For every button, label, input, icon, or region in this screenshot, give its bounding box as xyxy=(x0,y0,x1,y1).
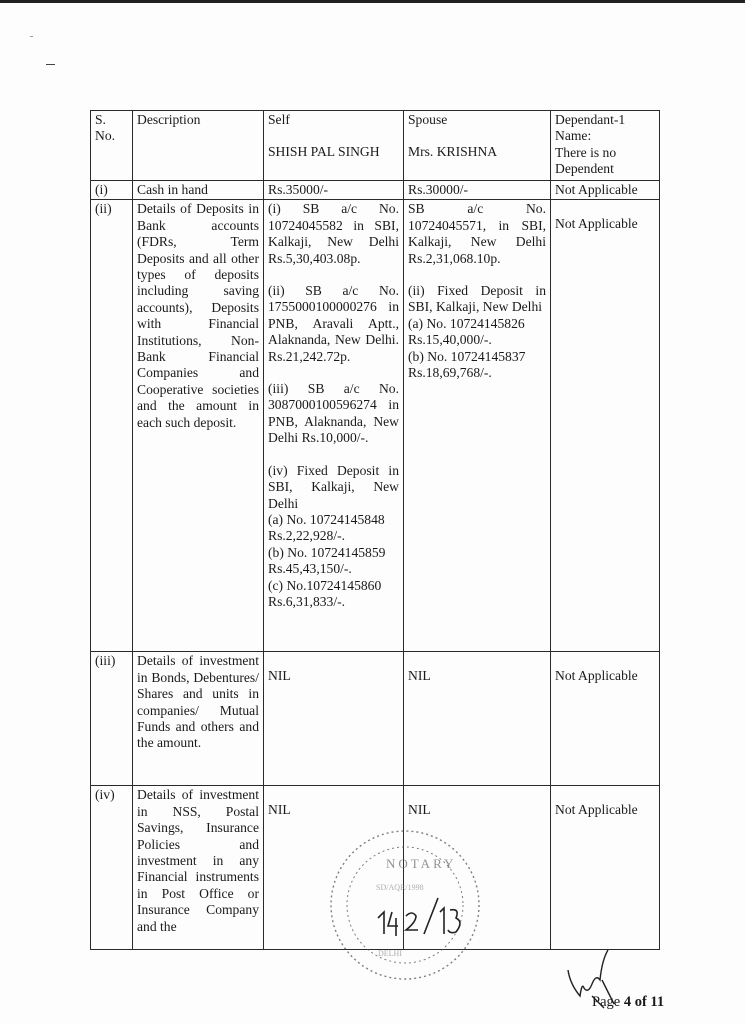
row-description: Details of investment in NSS, Postal Savings, Insurance Policies and investment in any Financial instruments in Post Office or Insurance Company and the xyxy=(133,786,264,950)
svg-text:NOTARY: NOTARY xyxy=(386,856,457,871)
row-spouse-text: NIL xyxy=(408,668,431,684)
row-spouse xyxy=(404,652,551,786)
header-self-name: SHISH PAL SINGH xyxy=(268,144,380,160)
page-of: of xyxy=(634,994,647,1010)
header-description: Description xyxy=(133,111,264,181)
row-description: Details of Deposits in Bank accounts (FDRs, Term Deposits and all other types of deposits including saving accounts), Deposits with Financial Institutions, Non-Bank Financial Companies and Cooperative societies and the amount in each such deposit. xyxy=(133,200,264,652)
row-self xyxy=(264,652,404,786)
scan-speck xyxy=(30,36,33,37)
spouse-deposit-sbi: SB a/c No. 10724045571, in SBI, Kalkaji, New Delhi Rs.2,31,068.10p. xyxy=(408,201,546,266)
row-dependant xyxy=(551,200,660,652)
page-number xyxy=(592,994,664,1011)
row-spouse-text: NIL xyxy=(408,802,431,818)
table-row xyxy=(91,200,660,652)
row-sno: (ii) xyxy=(91,200,133,652)
table-header-row xyxy=(91,111,660,181)
row-spouse: Rs.30000/- xyxy=(404,181,551,200)
row-dependant-text: Not Applicable xyxy=(555,802,638,818)
row-sno: (iv) xyxy=(91,786,133,950)
row-sno: (iii) xyxy=(91,652,133,786)
page-prefix: Page xyxy=(592,994,621,1010)
notary-stamp-seal xyxy=(326,826,484,984)
row-dependant-text: Not Applicable xyxy=(555,216,638,232)
header-spouse-label: Spouse xyxy=(408,112,448,127)
header-spouse xyxy=(404,111,551,181)
svg-text:DELHI: DELHI xyxy=(378,949,402,958)
self-fixed-deposits: (iv) Fixed Deposit in SBI, Kalkaji, New Delhi (a) No. 10724145848 Rs.2,22,928/-. (b) No. 10724145859 Rs.45,43,150/-. (c) No.10724145860 Rs.6,31,833/-. xyxy=(268,462,399,609)
page-total: 11 xyxy=(650,994,665,1010)
table-row xyxy=(91,652,660,786)
row-sno: (i) xyxy=(91,181,133,200)
row-self: Rs.35000/- xyxy=(264,181,404,200)
row-spouse xyxy=(404,200,551,652)
header-spouse-name: Mrs. KRISHNA xyxy=(408,144,498,160)
self-deposit-pnb-alaknanda: (iii) SB a/c No. 3087000100596274 in PNB, Alaknanda, New Delhi Rs.10,000/-. xyxy=(268,381,399,446)
scan-dash xyxy=(46,64,55,65)
scan-top-edge xyxy=(0,0,745,3)
row-self xyxy=(264,200,404,652)
page-current: 4 xyxy=(623,994,632,1010)
table-row xyxy=(91,181,660,200)
row-dependant-text: Not Applicable xyxy=(555,668,638,684)
row-self-text: NIL xyxy=(268,668,291,684)
asset-declaration-table xyxy=(90,110,660,950)
self-deposit-pnb-aravali: (ii) SB a/c No. 1755000100000276 in PNB, Aravali Aptt., Alaknanda, New Delhi. Rs.21,242.72p. xyxy=(268,283,399,364)
row-dependant xyxy=(551,652,660,786)
header-sno: S. No. xyxy=(91,111,133,181)
row-description: Details of investment in Bonds, Debentures/ Shares and units in companies/ Mutual Funds and others and the amount. xyxy=(133,652,264,786)
row-description: Cash in hand xyxy=(133,181,264,200)
self-deposit-sbi: (i) SB a/c No. 10724045582 in SBI, Kalkaji, New Delhi Rs.5,30,403.08p. xyxy=(268,201,399,266)
header-self xyxy=(264,111,404,181)
row-dependant: Not Applicable xyxy=(551,181,660,200)
row-dependant xyxy=(551,786,660,950)
header-dependant: Dependant-1 Name: There is no Dependent xyxy=(551,111,660,181)
header-self-label: Self xyxy=(268,112,290,127)
spouse-fixed-deposits: (ii) Fixed Deposit in SBI, Kalkaji, New Delhi (a) No. 10724145826 Rs.15,40,000/-. (b) No. 10724145837 Rs.18,69,768/-. xyxy=(408,283,546,381)
row-self-text: NIL xyxy=(268,802,291,818)
svg-text:SD/AQR/1998: SD/AQR/1998 xyxy=(376,883,424,892)
